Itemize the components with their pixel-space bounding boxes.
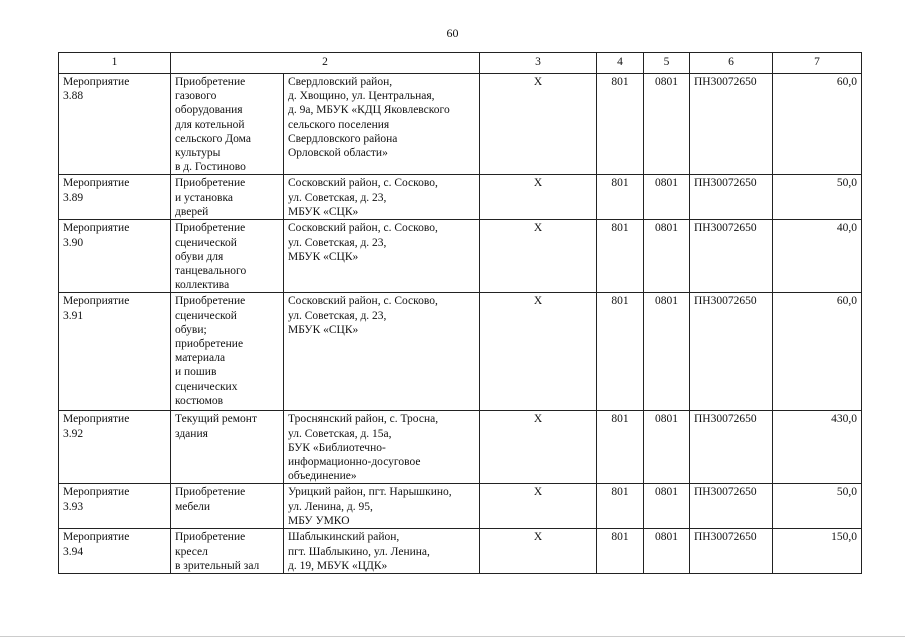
cell-col-5: 0801: [644, 74, 690, 175]
event-number: Мероприятие 3.88: [59, 74, 171, 175]
cell-col-6: ПН30072650: [690, 293, 773, 411]
table-row: [59, 74, 862, 175]
cell-col-6: ПН30072650: [690, 74, 773, 175]
cell-col-6: ПН30072650: [690, 175, 773, 220]
event-description: Приобретение и установка дверей: [171, 175, 284, 220]
cell-col-4: 801: [597, 484, 644, 529]
budget-table: [58, 52, 862, 574]
cell-col-7: 150,0: [773, 529, 862, 574]
table-row: [59, 484, 862, 529]
cell-col-5: 0801: [644, 175, 690, 220]
event-location: Сосковский район, с. Сосково, ул. Советская, д. 23, МБУК «СЦК»: [284, 293, 480, 411]
table-row: [59, 411, 862, 484]
cell-col-4: 801: [597, 411, 644, 484]
scan-edge-line: [0, 636, 905, 637]
cell-col-4: 801: [597, 529, 644, 574]
event-description: Текущий ремонт здания: [171, 411, 284, 484]
cell-col-7: 50,0: [773, 175, 862, 220]
header-col-4: 4: [597, 53, 644, 74]
event-location: Троснянский район, с. Тросна, ул. Советская, д. 15а, БУК «Библиотечно- информационно-досуговое объединение»: [284, 411, 480, 484]
event-number: Мероприятие 3.89: [59, 175, 171, 220]
event-number: Мероприятие 3.93: [59, 484, 171, 529]
header-col-7: 7: [773, 53, 862, 74]
table-row: [59, 529, 862, 574]
header-row: [59, 53, 862, 74]
event-description: Приобретение газового оборудования для котельной сельского Дома культуры в д. Гостиново: [171, 74, 284, 175]
cell-col-4: 801: [597, 293, 644, 411]
cell-col-3: Х: [480, 411, 597, 484]
cell-col-6: ПН30072650: [690, 220, 773, 293]
cell-col-3: Х: [480, 175, 597, 220]
cell-col-3: Х: [480, 484, 597, 529]
table-row: [59, 220, 862, 293]
cell-col-6: ПН30072650: [690, 484, 773, 529]
event-location: Свердловский район, д. Хвощино, ул. Центральная, д. 9а, МБУК «КДЦ Яковлевского сельского поселения Свердловского района Орловской области»: [284, 74, 480, 175]
header-col-2: 2: [171, 53, 480, 74]
cell-col-4: 801: [597, 175, 644, 220]
event-location: Сосковский район, с. Сосково, ул. Советская, д. 23, МБУК «СЦК»: [284, 175, 480, 220]
cell-col-7: 50,0: [773, 484, 862, 529]
cell-col-6: ПН30072650: [690, 529, 773, 574]
event-location: Урицкий район, пгт. Нарышкино, ул. Ленина, д. 95, МБУ УМКО: [284, 484, 480, 529]
event-number: Мероприятие 3.94: [59, 529, 171, 574]
cell-col-5: 0801: [644, 293, 690, 411]
header-col-6: 6: [690, 53, 773, 74]
cell-col-5: 0801: [644, 529, 690, 574]
cell-col-7: 430,0: [773, 411, 862, 484]
event-description: Приобретение мебели: [171, 484, 284, 529]
table-row: [59, 175, 862, 220]
event-number: Мероприятие 3.92: [59, 411, 171, 484]
event-description: Приобретение сценической обуви; приобретение материала и пошив сценических костюмов: [171, 293, 284, 411]
cell-col-3: Х: [480, 293, 597, 411]
event-description: Приобретение сценической обуви для танцевального коллектива: [171, 220, 284, 293]
cell-col-5: 0801: [644, 484, 690, 529]
cell-col-6: ПН30072650: [690, 411, 773, 484]
page-number: 60: [446, 26, 459, 40]
cell-col-7: 60,0: [773, 74, 862, 175]
header-col-1: 1: [59, 53, 171, 74]
cell-col-5: 0801: [644, 220, 690, 293]
cell-col-3: Х: [480, 220, 597, 293]
event-location: Шаблыкинский район, пгт. Шаблыкино, ул. Ленина, д. 19, МБУК «ЦДК»: [284, 529, 480, 574]
cell-col-3: Х: [480, 529, 597, 574]
cell-col-7: 40,0: [773, 220, 862, 293]
cell-col-3: Х: [480, 74, 597, 175]
event-description: Приобретение кресел в зрительный зал: [171, 529, 284, 574]
cell-col-4: 801: [597, 74, 644, 175]
event-location: Сосковский район, с. Сосково, ул. Советская, д. 23, МБУК «СЦК»: [284, 220, 480, 293]
cell-col-4: 801: [597, 220, 644, 293]
cell-col-7: 60,0: [773, 293, 862, 411]
header-col-3: 3: [480, 53, 597, 74]
header-col-5: 5: [644, 53, 690, 74]
cell-col-5: 0801: [644, 411, 690, 484]
event-number: Мероприятие 3.90: [59, 220, 171, 293]
table-row: [59, 293, 862, 411]
event-number: Мероприятие 3.91: [59, 293, 171, 411]
